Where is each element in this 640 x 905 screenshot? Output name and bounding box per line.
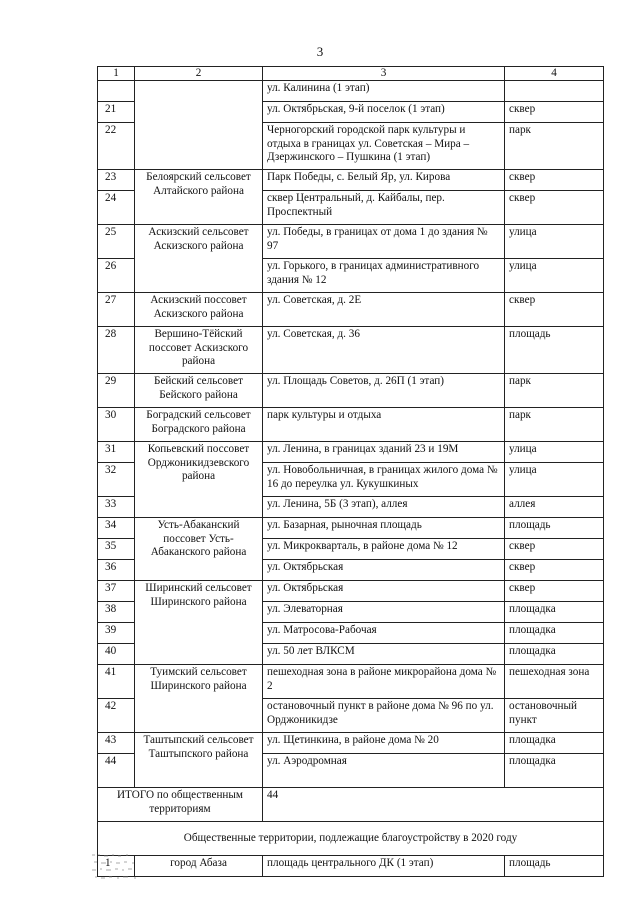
type-cell: сквер — [505, 102, 604, 123]
table-row — [98, 374, 604, 408]
table-header-row — [98, 67, 604, 81]
row-number: 43 — [98, 733, 135, 754]
table-row — [98, 408, 604, 442]
type-cell: парк — [505, 123, 604, 170]
type-cell: сквер — [505, 581, 604, 602]
page-number: 3 — [316, 44, 324, 59]
row-number — [98, 81, 135, 102]
municipality-cell: город Абаза — [135, 856, 263, 877]
row-number: 30 — [98, 408, 135, 442]
type-cell — [505, 81, 604, 102]
row-number: 24 — [98, 191, 135, 225]
territory-cell: ул. Октябрьская — [263, 560, 505, 581]
row-number: 1 — [98, 856, 135, 877]
row-number: 21 — [98, 102, 135, 123]
type-cell: площадка — [505, 754, 604, 788]
row-number: 22 — [98, 123, 135, 170]
row-number: 41 — [98, 665, 135, 699]
row-number: 44 — [98, 754, 135, 788]
row-number: 34 — [98, 518, 135, 539]
total-label: ИТОГО по общественным территориям — [98, 788, 263, 822]
territory-cell: пешеходная зона в районе микрорайона дома № 2 — [263, 665, 505, 699]
type-cell: парк — [505, 374, 604, 408]
table-row — [98, 581, 604, 602]
type-cell: сквер — [505, 560, 604, 581]
territory-cell: парк культуры и отдыха — [263, 408, 505, 442]
territory-cell: остановочный пункт в районе дома № 96 по ул. Орджоникидзе — [263, 699, 505, 733]
table-row — [98, 733, 604, 754]
type-cell: площадь — [505, 518, 604, 539]
territory-cell: ул. Октябрьская — [263, 581, 505, 602]
territory-cell: ул. Горького, в границах административного здания № 12 — [263, 259, 505, 293]
territory-cell: ул. Площадь Советов, д. 26П (1 этап) — [263, 374, 505, 408]
table-row — [98, 665, 604, 699]
municipality-cell: Аскизский сельсовет Аскизского района — [135, 225, 263, 293]
type-cell: площадка — [505, 733, 604, 754]
header-cell: 4 — [505, 67, 604, 81]
row-number: 33 — [98, 497, 135, 518]
table-row — [98, 81, 604, 102]
total-value: 44 — [263, 788, 604, 822]
table-row — [98, 518, 604, 539]
row-number: 35 — [98, 539, 135, 560]
municipality-cell: Боградский сельсовет Боградского района — [135, 408, 263, 442]
header-cell: 2 — [135, 67, 263, 81]
territory-cell: ул. Микрокварталь, в районе дома № 12 — [263, 539, 505, 560]
type-cell: площадь — [505, 327, 604, 374]
row-number: 40 — [98, 644, 135, 665]
type-cell: пешеходная зона — [505, 665, 604, 699]
header-cell: 1 — [98, 67, 135, 81]
territory-cell: ул. Базарная, рыночная площадь — [263, 518, 505, 539]
type-cell: площадка — [505, 602, 604, 623]
type-cell: улица — [505, 442, 604, 463]
territory-cell: ул. 50 лет ВЛКСМ — [263, 644, 505, 665]
territory-cell: ул. Победы, в границах от дома 1 до здания № 97 — [263, 225, 505, 259]
type-cell: сквер — [505, 293, 604, 327]
type-cell: сквер — [505, 539, 604, 560]
municipality-cell: Вершино-Тёйский поссовет Аскизского района — [135, 327, 263, 374]
row-number: 42 — [98, 699, 135, 733]
section-row — [98, 822, 604, 856]
table-row — [98, 327, 604, 374]
territory-cell: ул. Новобольничная, в границах жилого дома № 16 до переулка ул. Кукушкиных — [263, 463, 505, 497]
row-number: 29 — [98, 374, 135, 408]
territory-cell: ул. Щетинкина, в районе дома № 20 — [263, 733, 505, 754]
territory-cell: ул. Советская, д. 36 — [263, 327, 505, 374]
row-number: 28 — [98, 327, 135, 374]
type-cell: площадка — [505, 623, 604, 644]
faded-stamp-mark — [92, 852, 182, 886]
type-cell: улица — [505, 259, 604, 293]
row-number: 39 — [98, 623, 135, 644]
row-number: 27 — [98, 293, 135, 327]
total-row — [98, 788, 604, 822]
row-number: 26 — [98, 259, 135, 293]
type-cell: парк — [505, 408, 604, 442]
territory-cell: ул. Матросова-Рабочая — [263, 623, 505, 644]
row-number: 23 — [98, 170, 135, 191]
table-row — [98, 225, 604, 259]
table-row — [98, 293, 604, 327]
type-cell: аллея — [505, 497, 604, 518]
row-number: 25 — [98, 225, 135, 259]
type-cell: сквер — [505, 191, 604, 225]
type-cell: улица — [505, 225, 604, 259]
territory-cell: ул. Советская, д. 2Е — [263, 293, 505, 327]
municipality-cell: Туимский сельсовет Ширинского района — [135, 665, 263, 733]
territory-cell: ул. Аэродромная — [263, 754, 505, 788]
municipality-cell: Бейский сельсовет Бейского района — [135, 374, 263, 408]
section-title: Общественные территории, подлежащие благоустройству в 2020 году — [98, 822, 604, 856]
municipality-cell: Белоярский сельсовет Алтайского района — [135, 170, 263, 225]
row-number: 36 — [98, 560, 135, 581]
municipality-cell — [135, 81, 263, 170]
territory-cell: Черногорский городской парк культуры и отдыха в границах ул. Советская – Мира – Дзержинского – Пушкина (1 этап) — [263, 123, 505, 170]
territory-cell: ул. Ленина, 5Б (3 этап), аллея — [263, 497, 505, 518]
municipality-cell: Усть-Абаканский поссовет Усть-Абаканского района — [135, 518, 263, 581]
territory-cell: площадь центрального ДК (1 этап) — [263, 856, 505, 877]
municipality-cell: Аскизский поссовет Аскизского района — [135, 293, 263, 327]
row-number: 38 — [98, 602, 135, 623]
row-number: 37 — [98, 581, 135, 602]
header-cell: 3 — [263, 67, 505, 81]
table-row — [98, 442, 604, 463]
type-cell: площадь — [505, 856, 604, 877]
territory-cell: ул. Ленина, в границах зданий 23 и 19М — [263, 442, 505, 463]
territory-cell: ул. Октябрьская, 9-й поселок (1 этап) — [263, 102, 505, 123]
territory-cell: ул. Элеваторная — [263, 602, 505, 623]
table-row — [98, 170, 604, 191]
municipality-cell: Таштыпский сельсовет Таштыпского района — [135, 733, 263, 788]
municipality-cell: Ширинский сельсовет Ширинского района — [135, 581, 263, 665]
type-cell: сквер — [505, 170, 604, 191]
type-cell: остановочный пункт — [505, 699, 604, 733]
municipality-cell: Копьевский поссовет Орджоникидзевского района — [135, 442, 263, 518]
territories-table — [97, 66, 604, 877]
territory-cell: Парк Победы, с. Белый Яр, ул. Кирова — [263, 170, 505, 191]
row-number: 31 — [98, 442, 135, 463]
type-cell: площадка — [505, 644, 604, 665]
territory-cell: сквер Центральный, д. Кайбалы, пер. Проспектный — [263, 191, 505, 225]
type-cell: улица — [505, 463, 604, 497]
row-number: 32 — [98, 463, 135, 497]
territory-cell: ул. Калинина (1 этап) — [263, 81, 505, 102]
